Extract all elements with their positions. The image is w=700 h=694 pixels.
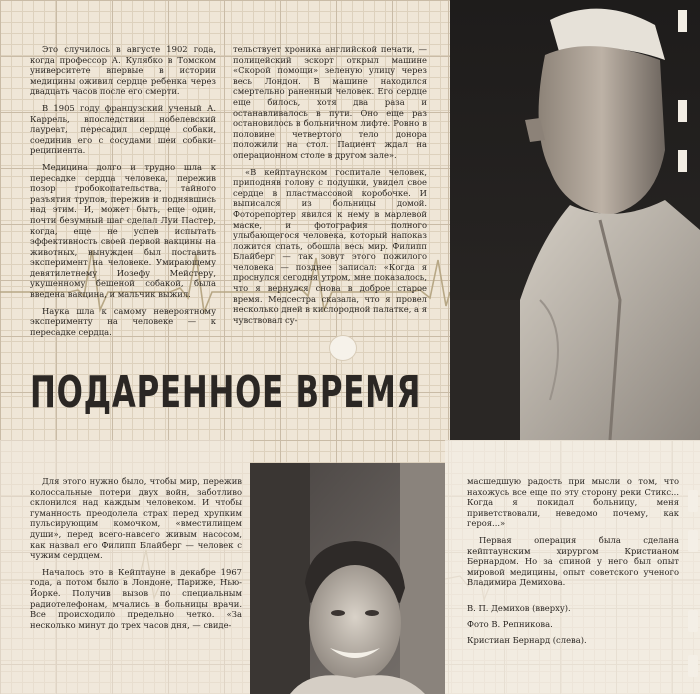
paragraph: Это случилось в августе 1902 года, когда профессор А. Кулябко в Томском университете впервые в истории медицины оживил сердце ребенка через двадцать часов после его смерти. (30, 44, 216, 97)
paragraph: масшедшую радость при мысли о том, что нахожусь все еще по эту сторону реки Стикс... Когда я покидал больницу, меня приветствовали, неведомо почему, как героя...» (467, 476, 679, 529)
paragraph: Началось это в Кейптауне в декабре 1967 года, а потом было в Лондоне, Париже, Нью-Йорке. Получив вызов по специальным радиотелефонам, мчались в больницы врачи. Все происходило предельно четко. «За несколько минут до трех часов дня, — свиде- (30, 566, 242, 630)
punch-hole-2 (688, 530, 698, 552)
punch-hole-3 (688, 610, 698, 632)
column-top-left (30, 44, 216, 343)
page-title: ПОДАРЕННОЕ ВРЕМЯ (30, 367, 422, 418)
punch-hole-1 (688, 490, 698, 512)
paragraph: В 1905 году французский ученый А. Каррель, впоследствии нобелевский лауреат, пересадил сердце собаки, соединив его с сосудами шеи собаки-реципиента. (30, 102, 216, 156)
paragraph: Для этого нужно было, чтобы мир, пережив колоссальные потери двух войн, заботливо склонился над каждым человеком. И чтобы гуманность преодолела страх перед хрупким пульсирующим комочком, «вместилищем души», перед всего-навсего живым насосом, как назвал его Филипп Блайберг — человек с чужим сердцем. (30, 476, 242, 561)
column-bottom-right (467, 476, 679, 594)
paragraph: Первая операция была сделана кейптаунским хирургом Кристианом Бернардом. Но за спиной у него был опыт мировой медицины, опыт советского ученого Владимира Демихова. (467, 534, 679, 588)
punch-hole-4 (688, 655, 698, 677)
paragraph: Наука шла к самому невероятному эксперименту на человеке — к пересадке сердца. (30, 305, 216, 337)
credit-line: Фото В. Репникова. (467, 619, 553, 629)
paragraph: тельствует хроника английской печати, — полицейский эскорт открыл машине «Скорой помощи» зеленую улицу через весь Лондон. В машине находился смертельно раненный человек. Его сердце еще билось, хотя два раза и останавливалось в пути. Оно еще раз остановилось в больничном лифте. Ровно в половине четвертого тело донора положили на стол. Пациент ждал на операционном столе в другом зале». (233, 44, 427, 160)
paragraph: «В кейптаунском госпитале человек, приподняв голову с подушки, увидел свое сердце в пластмассовой коробочке. И выписался из больницы домой. Фоторепортер явился к нему в марлевой маске, и фотография полного улыбающегося человека, который напоказ ложится спать, обошла весь мир. Филипп Блайберг — так зовут этого пожилого человека — позднее записал: «Когда я проснулся сегодня утром, мне показалось, что я вернулся снова в доброе старое время. Медсестра сказала, что я провел несколько дней в кислородной палатке, а я чувствовал су- (233, 166, 427, 325)
photo-credits (467, 600, 587, 648)
column-top-middle (233, 44, 427, 331)
credit-line: Кристиан Бернард (слева). (467, 635, 587, 645)
column-bottom-left (30, 476, 242, 636)
photo-barnard (250, 463, 445, 694)
paragraph: Медицина долго и трудно шла к пересадке сердца человека, пережив позор гробокопательства, тайного разъятия трупов, пережив и поднявшись над этим. И, может быть, еще один, почти безумный шаг сделал Луи Пастер, когда, еще не успев испытать эффективность своей первой вакцины на животных, вынужден был поставить эксперимент на человеке. Умирающему девятилетнему Иозефу Мейстеру, укушенному бешеной собакой, была введена вакцина, и мальчик выжил. (30, 161, 216, 300)
photo-demikhov (450, 0, 700, 440)
credit-line: В. П. Демихов (вверху). (467, 603, 571, 613)
record-hole (330, 336, 356, 360)
